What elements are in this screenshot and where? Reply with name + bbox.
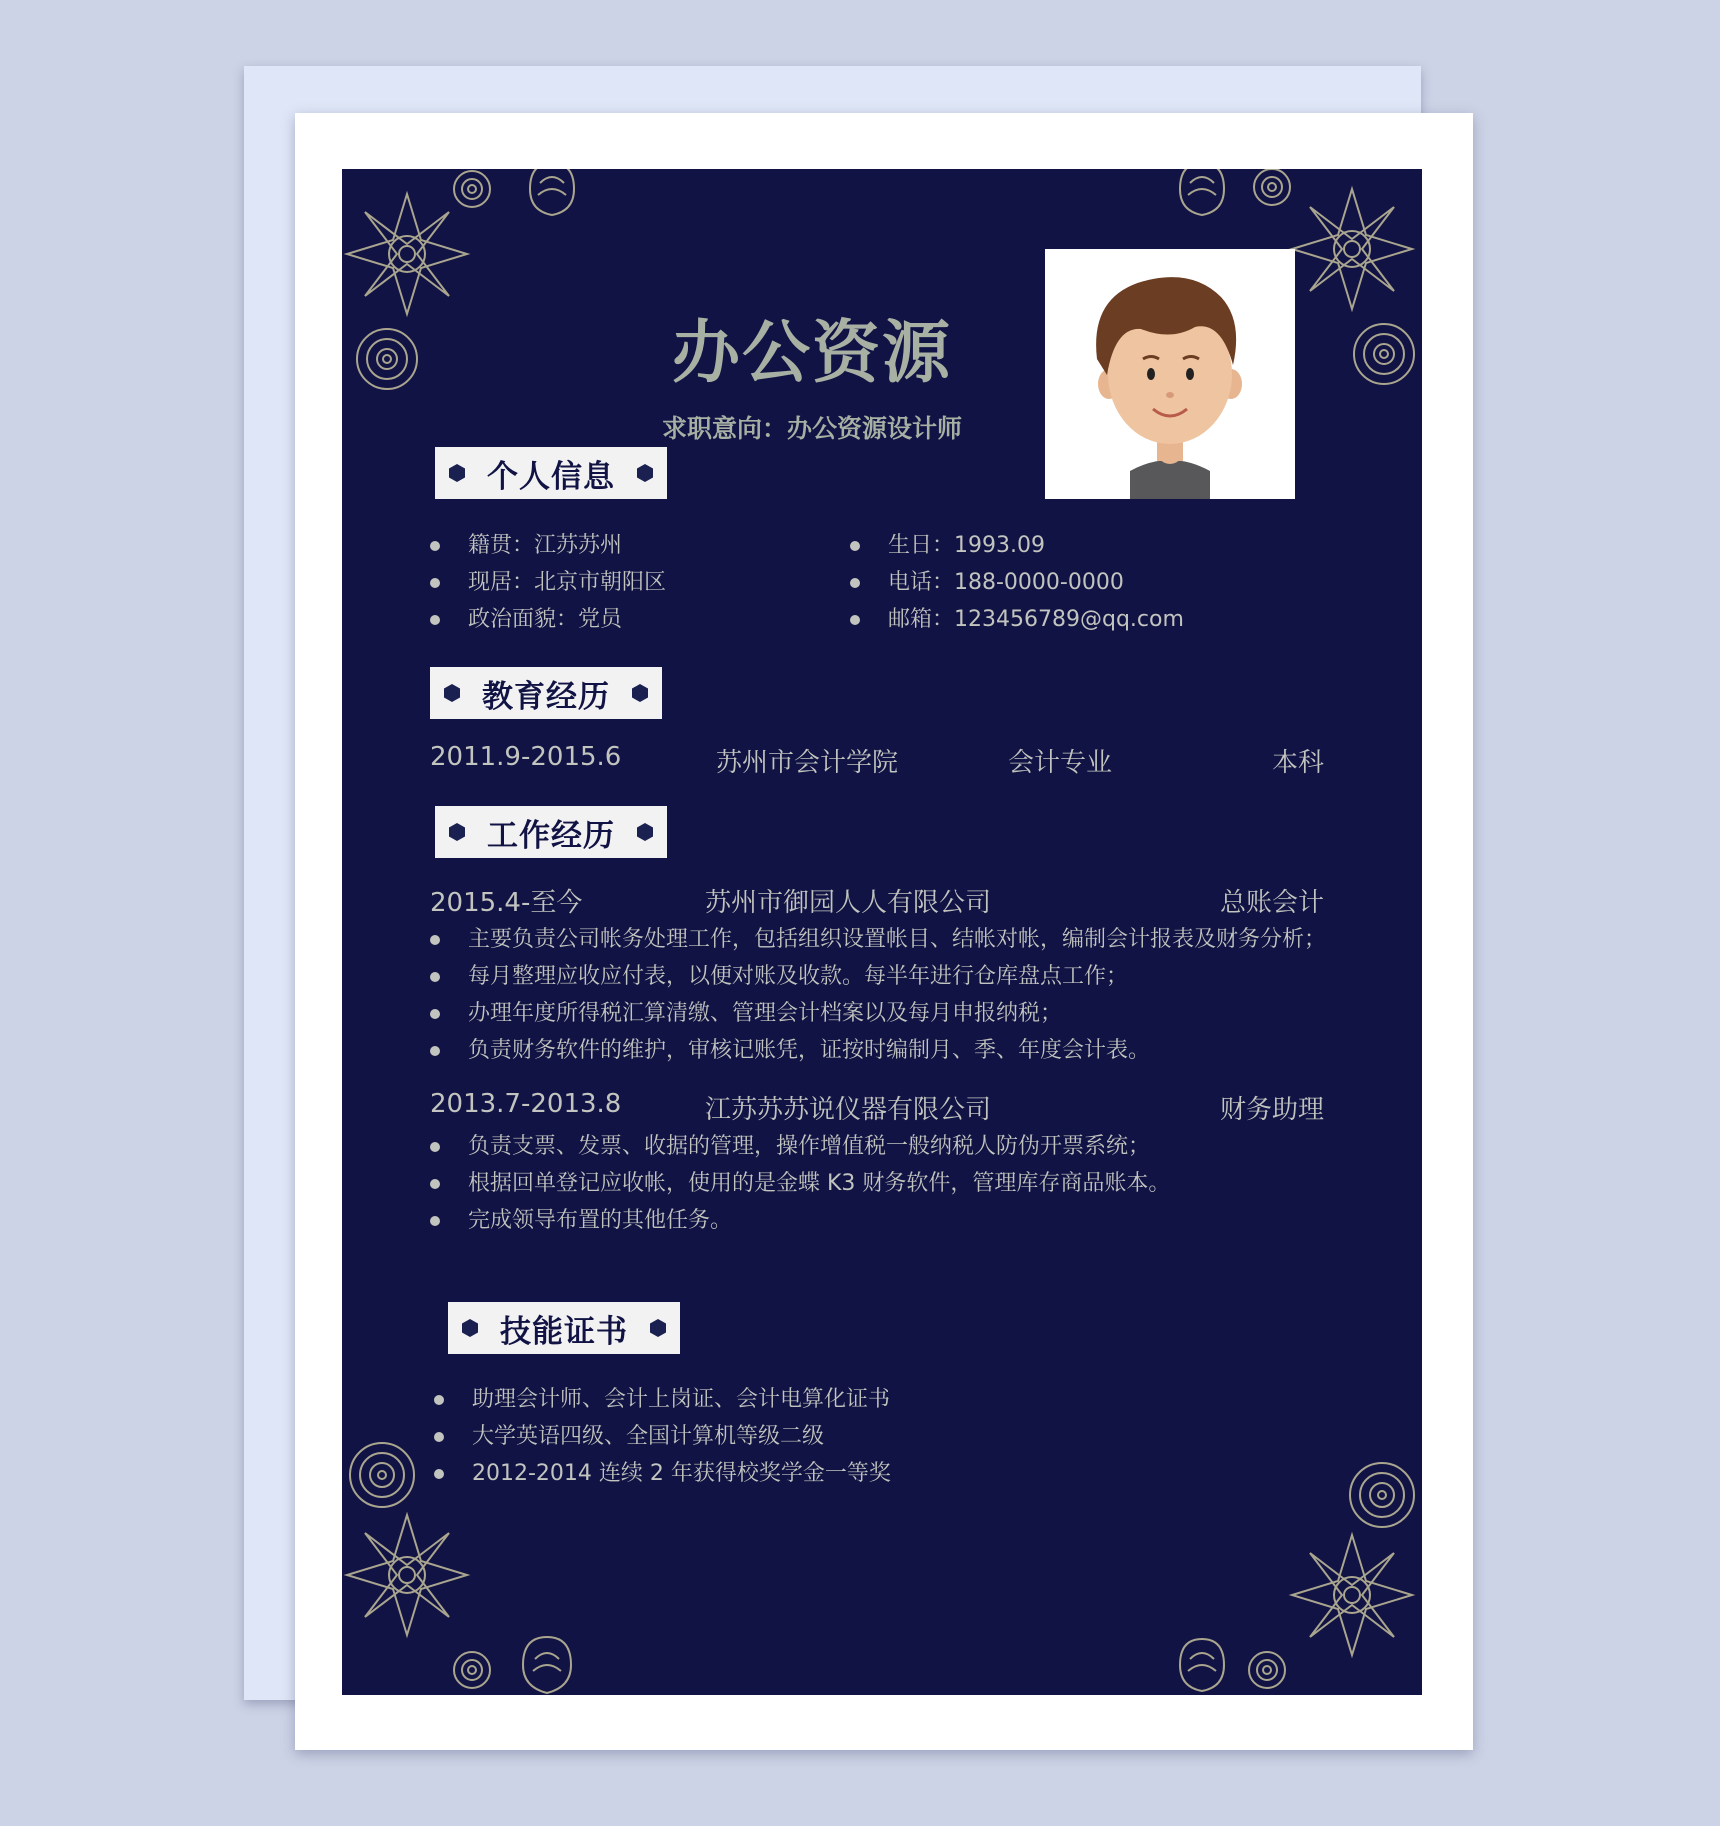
list-item: 办理年度所得税汇算清缴、管理会计档案以及每月申报纳税； xyxy=(430,995,1326,1032)
list-item: 每月整理应收应付表，以便对账及收款。每半年进行仓库盘点工作； xyxy=(430,958,1326,995)
floral-ornament-top-left xyxy=(342,169,602,409)
floral-ornament-bottom-right xyxy=(1162,1435,1422,1695)
list-item: 籍贯：江苏苏州 xyxy=(430,527,666,564)
education-major: 会计专业 xyxy=(1008,748,1113,778)
section-header-work xyxy=(435,806,667,858)
hexagon-icon xyxy=(650,1319,666,1337)
hexagon-icon xyxy=(632,684,648,702)
job-position: 总账会计 xyxy=(1219,888,1324,918)
hexagon-icon xyxy=(449,823,465,841)
education-degree: 本科 xyxy=(1271,748,1324,778)
section-header-skills xyxy=(448,1302,680,1354)
job-position: 财务助理 xyxy=(1219,1095,1324,1125)
cartoon-avatar-icon xyxy=(1045,249,1295,499)
list-item: 负责支票、发票、收据的管理，操作增值税一般纳税人防伪开票系统； xyxy=(430,1128,1170,1165)
resume-page xyxy=(342,169,1422,1695)
job-duties xyxy=(430,1128,1170,1239)
section-header-personal xyxy=(435,447,667,499)
hexagon-icon xyxy=(462,1319,478,1337)
list-item: 完成领导布置的其他任务。 xyxy=(430,1202,1170,1239)
list-item: 负责财务软件的维护，审核记账凭，证按时编制月、季、年度会计表。 xyxy=(430,1032,1326,1069)
list-item: 主要负责公司帐务处理工作，包括组织设置帐目、结帐对帐，编制会计报表及财务分析； xyxy=(430,921,1326,958)
hexagon-icon xyxy=(444,684,460,702)
personal-info-left xyxy=(430,527,666,638)
job-period: 2015.4-至今 xyxy=(430,888,583,918)
hexagon-icon xyxy=(637,823,653,841)
education-period: 2011.9-2015.6 xyxy=(430,742,622,772)
list-item: 根据回单登记应收帐，使用的是金蝶 K3 财务软件，管理库存商品账本。 xyxy=(430,1165,1170,1202)
section-title: 工作经历 xyxy=(487,817,615,854)
education-school: 苏州市会计学院 xyxy=(716,748,899,778)
section-title: 个人信息 xyxy=(487,458,615,495)
job-period: 2013.7-2013.8 xyxy=(430,1089,622,1119)
hexagon-icon xyxy=(449,464,465,482)
hexagon-icon xyxy=(637,464,653,482)
section-title: 教育经历 xyxy=(482,678,610,715)
education-row xyxy=(430,742,1324,782)
personal-info-right xyxy=(850,527,1184,638)
job-row xyxy=(430,882,1324,922)
job-company: 苏州市御园人人有限公司 xyxy=(705,888,992,918)
list-item: 生日：1993.09 xyxy=(850,527,1184,564)
list-item: 助理会计师、会计上岗证、会计电算化证书 xyxy=(434,1381,891,1418)
list-item: 邮箱：123456789@qq.com xyxy=(850,601,1184,638)
job-duties xyxy=(430,921,1326,1069)
list-item: 2012-2014 连续 2 年获得校奖学金一等奖 xyxy=(434,1455,891,1492)
skills-list xyxy=(434,1381,891,1492)
job-company: 江苏苏苏说仪器有限公司 xyxy=(705,1095,992,1125)
list-item: 大学英语四级、全国计算机等级二级 xyxy=(434,1418,891,1455)
list-item: 现居：北京市朝阳区 xyxy=(430,564,666,601)
job-row xyxy=(430,1089,1324,1129)
job-intent: 求职意向：办公资源设计师 xyxy=(661,414,962,443)
section-header-education xyxy=(430,667,662,719)
resume-title: 办公资源 xyxy=(671,314,952,393)
list-item: 政治面貌：党员 xyxy=(430,601,666,638)
section-title: 技能证书 xyxy=(500,1313,628,1350)
avatar xyxy=(1045,249,1295,499)
list-item: 电话：188-0000-0000 xyxy=(850,564,1184,601)
